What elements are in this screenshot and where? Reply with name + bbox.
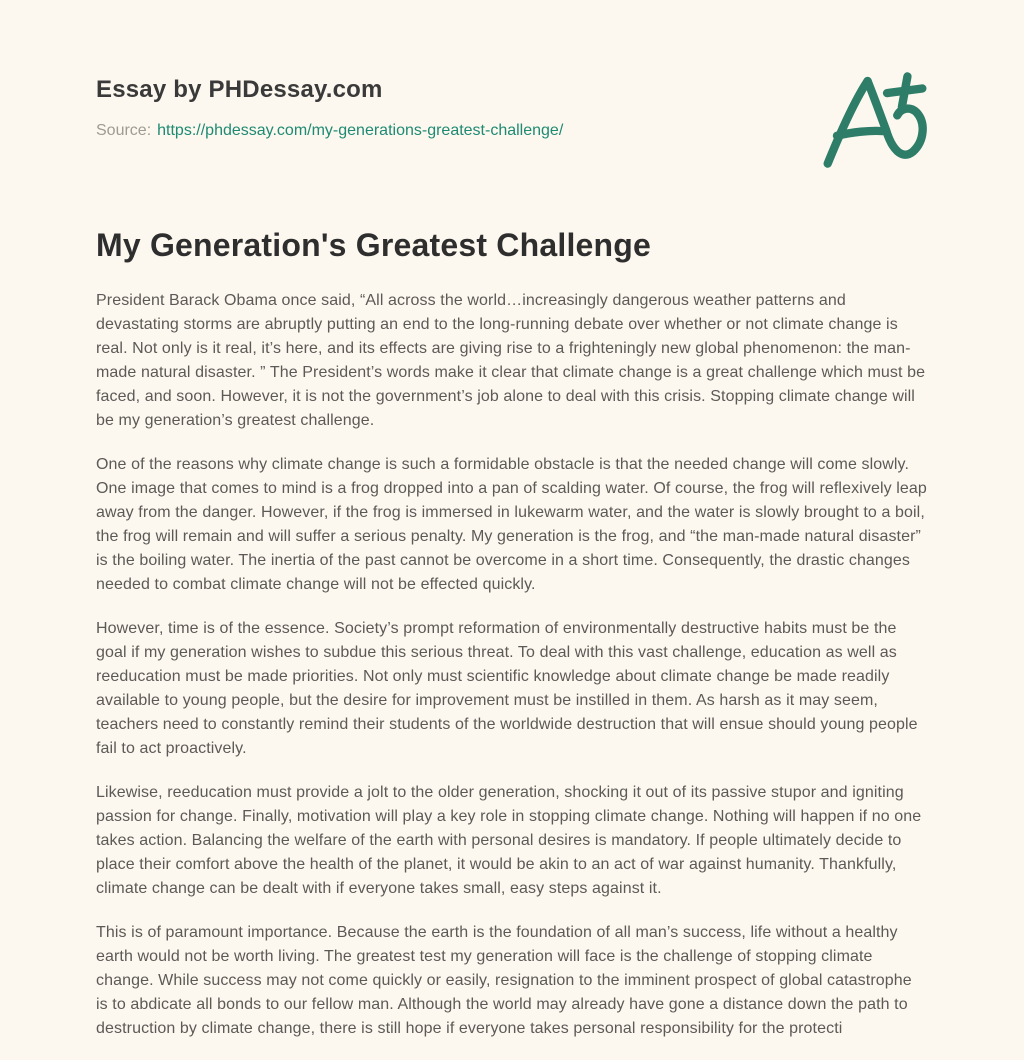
page-header — [96, 75, 928, 141]
essay-paragraph: One of the reasons why climate change is such a formidable obstacle is that the needed change will come slowly. One image that comes to mind is a frog dropped into a pan of scalding water. Of course, the frog will reflexively leap away from the danger. However, if the frog is immersed in lukewarm water, and the water is slowly brought to a boil, the frog will remain and will suffer a serious penalty. My generation is the frog, and “the man-made natural disaster” is the boiling water. The inertia of the past cannot be overcome in a short time. Consequently, the drastic changes needed to combat climate change will not be effected quickly. — [96, 456, 927, 593]
essay-paragraph: However, time is of the essence. Society’s prompt reformation of environmentally destructive habits must be the goal if my generation wishes to subdue this serious threat. To deal with this vast challenge, education as well as reeducation must be made priorities. Not only must scientific knowledge about climate change be made readily available to young people, but the desire for improvement must be instilled in them. As harsh as it may seem, teachers need to constantly remind their students of the worldwide destruction that will ensue should young people fail to act proactively. — [96, 620, 918, 757]
source-label: Source: — [96, 122, 152, 139]
a-plus-logo — [818, 69, 932, 171]
essay-paragraph: Likewise, reeducation must provide a jolt to the older generation, shocking it out of its passive stupor and igniting passion for change. Finally, motivation will play a key role in stopping climate change. Nothing will happen if no one takes action. Balancing the welfare of the earth with personal desires is mandatory. If people ultimately decide to place their comfort above the health of the planet, it would be akin to an act of war against humanity. Thankfully, climate change can be dealt with if everyone takes small, easy steps against it. — [96, 784, 922, 897]
source-line — [96, 121, 928, 141]
essay-paragraph: This is of paramount importance. Because the earth is the foundation of all man’s success, life without a healthy earth would not be worth living. The greatest test my generation will face is the challenge of stopping climate change. While success may not come quickly or easily, resignation to the imminent prospect of global catastrophe is to abdicate all bonds to our fellow man. Although the world may already have gone a distance down the path to destruction by climate change, there is still hope if everyone takes personal responsibility for the protecti — [96, 924, 912, 1037]
source-url-link[interactable]: https://phdessay.com/my-generations-greatest-challenge/ — [157, 122, 564, 139]
essay-title: My Generation's Greatest Challenge — [96, 227, 652, 263]
essay-paragraph: President Barack Obama once said, “All across the world…increasingly dangerous weather patterns and devastating storms are abruptly putting an end to the long-running debate over whether or not climate change is real. Not only is it real, it’s here, and its effects are giving rise to a frighteningly new global phenomenon: the man-made natural disaster. ” The President’s words make it clear that climate change is a great challenge which must be faced, and soon. However, it is not the government’s job alone to deal with this crisis. Stopping climate change will be my generation’s greatest challenge. — [96, 292, 926, 429]
essay-body — [96, 289, 928, 1041]
byline: Essay by PHDessay.com — [96, 76, 383, 103]
